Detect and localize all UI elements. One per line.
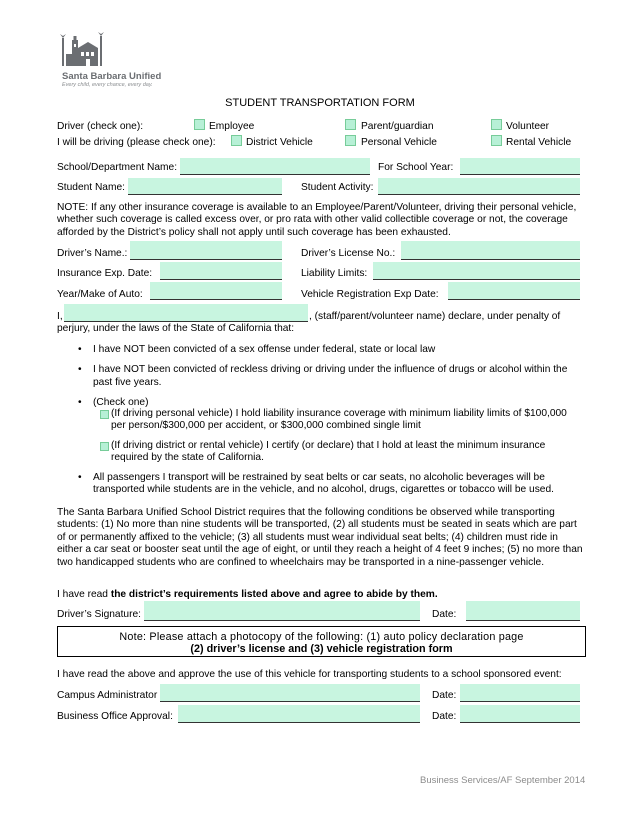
agree-bold: the district’s requirements listed above and agree to abide by them. [110,589,438,600]
parent-checkbox[interactable] [345,119,356,130]
district-name: Santa Barbara Unified [62,71,162,82]
district-vehicle-checkbox[interactable] [231,135,242,146]
form-title: STUDENT TRANSPORTATION FORM [225,97,415,109]
liability-label: Liability Limits: [301,268,368,279]
attachment-line2: (2) driver’s license and (3) vehicle registration form [190,643,453,655]
school-year-label: For School Year: [378,162,454,173]
agree-prefix: I have read [57,589,111,600]
agree-statement [57,589,438,601]
school-dept-label: School/Department Name: [57,162,178,173]
bullet-reckless-driving [75,364,585,389]
student-activity-label: Student Activity: [301,182,374,193]
personal-vehicle-checkbox[interactable] [345,135,356,146]
driving-label: I will be driving (please check one): [57,137,216,148]
bullet-sex-offense [75,344,585,356]
bullet-dot: • [78,344,82,355]
employee-label: Employee [209,121,255,132]
bullet-text: I have NOT been convicted of a sex offense under federal, state or local law [93,344,436,355]
employee-checkbox[interactable] [194,119,205,130]
passenger-bullets [75,472,585,497]
volunteer-checkbox[interactable] [491,119,502,130]
bullet-passengers [75,472,585,497]
year-make-label: Year/Make of Auto: [57,289,143,300]
insurance-exp-label: Insurance Exp. Date: [57,268,153,279]
reg-exp-field[interactable] [448,282,580,300]
personal-insurance-checkbox[interactable] [100,410,109,419]
district-tagline: Every child, every chance, every day. [62,82,153,88]
attachment-note-box [57,626,586,657]
school-building-icon [60,30,120,72]
bullet-text: (Check one) [93,397,149,409]
signature-date-field[interactable] [466,601,580,621]
bullet-text: All passengers I transport will be restrained by seat belts or car seats, no alcoholic beverages will be transported while students are in the vehicle, and no alcohol, drugs, cigarettes or tobacco will be used. [93,472,554,496]
driver-label: Driver (check one): [57,121,144,132]
district-insurance-checkbox[interactable] [100,442,109,451]
attachment-line1: Note: Please attach a photocopy of the following: (1) auto policy declaration page [119,631,524,643]
student-name-label: Student Name: [57,182,125,193]
bullet-dot: • [78,397,82,409]
district-insurance-text: (If driving district or rental vehicle) I certify (or declare) that I hold at least the minimum insurance required by the state of California. [111,440,546,464]
district-requirements: The Santa Barbara Unified School District requires that the following conditions be observed while transporting students: (1) No more than nine students will be transported, (2) all students must be seated in seats which are part of or permanently affixed to the vehicle; (3) all students must wear individual seat belts; (4) children must ride in either a car seat or booster seat until the age of eight, or until they reach a height of 4 feet 9 inches; (5) no more than two handicapped students who are confined to wheelchairs may be transported in a nine-passenger vehicle. [57,507,583,568]
district-vehicle-label: District Vehicle [246,137,313,148]
business-office-field[interactable] [178,705,420,723]
bullet-dot: • [78,472,82,483]
footer-text: Business Services/AF September 2014 [420,775,586,786]
school-dept-field[interactable] [180,158,370,175]
rental-vehicle-label: Rental Vehicle [506,137,572,148]
business-office-label: Business Office Approval: [57,711,173,722]
campus-admin-label: Campus Administrator [57,690,158,701]
signature-label: Driver’s Signature: [57,609,141,620]
parent-label: Parent/guardian [361,121,434,132]
liability-field[interactable] [373,262,580,280]
business-date-label: Date: [432,711,457,722]
student-activity-field[interactable] [378,178,580,195]
declaration-bullets [75,344,585,416]
license-no-field[interactable] [401,241,580,260]
campus-admin-field[interactable] [160,684,420,702]
bullet-dot: • [78,364,82,376]
declaration-prefix: I, [57,311,63,322]
district-logo [56,30,176,90]
approve-statement: I have read the above and approve the use of this vehicle for transporting students to a school sponsored event: [57,669,562,680]
campus-date-label: Date: [432,690,457,701]
bullet-text: I have NOT been convicted of reckless driving or driving under the influence of drugs or alcohol within the past five years. [93,364,568,388]
student-name-field[interactable] [128,178,282,195]
signature-date-label: Date: [432,609,457,620]
rental-vehicle-checkbox[interactable] [491,135,502,146]
declarant-name-field[interactable] [64,304,308,322]
reg-exp-label: Vehicle Registration Exp Date: [301,289,439,300]
insurance-note: NOTE: If any other insurance coverage is available to an Employee/Parent/Volunteer, driving their personal vehicle, whether such coverage is called excess over, or pro rata with other valid collectible coverage or not, the coverage afforded by the District’s policy shall not apply until such coverage has been exhausted. [57,202,577,238]
volunteer-label: Volunteer [506,121,550,132]
insurance-exp-field[interactable] [160,262,282,280]
campus-date-field[interactable] [460,684,580,702]
personal-insurance-text: (If driving personal vehicle) I hold liability insurance coverage with minimum liability limits of $100,000 per person/$300,000 per accident, or $300,000 combined single limit [111,408,567,432]
declaration-suffix: , (staff/parent/volunteer name) declare, under penalty of [309,311,561,322]
license-no-label: Driver’s License No.: [301,248,396,259]
business-date-field[interactable] [460,705,580,723]
signature-field[interactable] [144,601,420,621]
personal-vehicle-label: Personal Vehicle [361,137,437,148]
year-make-field[interactable] [150,282,282,300]
drivers-name-field[interactable] [130,241,282,260]
declaration-line2: perjury, under the laws of the State of California that: [57,323,295,334]
drivers-name-label: Driver’s Name.: [57,248,128,259]
school-year-field[interactable] [460,158,580,175]
